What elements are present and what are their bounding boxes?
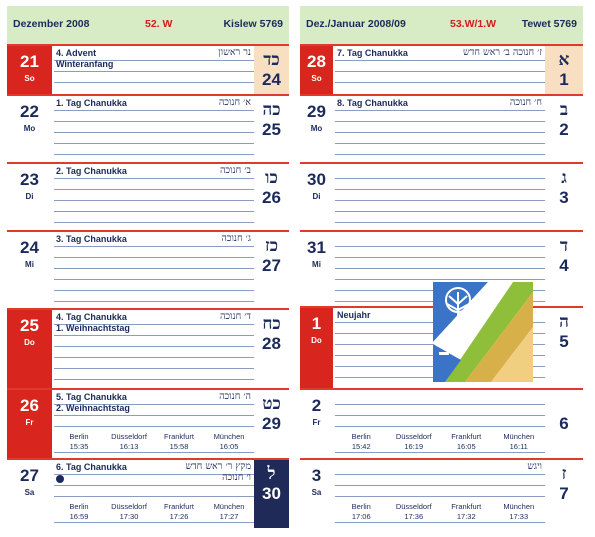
city-label: Düsseldorf <box>395 502 432 511</box>
hebrew-event-label: מקץ ר׳ ראש חדש <box>185 461 251 472</box>
city-label: München <box>213 432 245 441</box>
hebrew-letter: כט <box>262 394 281 414</box>
day-row <box>300 388 583 458</box>
hebrew-date-column <box>545 162 583 230</box>
hebrew-event-label: ב׳ חנוכה <box>219 165 251 176</box>
hebrew-letter: כד <box>263 50 280 70</box>
city-label: Frankfurt <box>163 502 194 511</box>
time-value: 15:58 <box>169 442 189 451</box>
writing-line <box>335 82 545 83</box>
weekday-label: Sa <box>311 488 322 497</box>
day-separator <box>7 162 289 164</box>
writing-line <box>335 60 545 61</box>
writing-line <box>335 496 545 497</box>
writing-line <box>335 279 545 280</box>
date-number: 25 <box>20 316 39 335</box>
date-column <box>7 162 52 230</box>
day-separator <box>300 94 583 96</box>
date-column <box>300 44 333 94</box>
day-row <box>7 388 289 458</box>
time-value: 16:11 <box>509 442 528 451</box>
weekday-label: So <box>24 74 35 83</box>
writing-line <box>335 222 545 223</box>
writing-line <box>335 154 545 155</box>
writing-line <box>335 485 545 486</box>
writing-line <box>54 246 254 247</box>
month-title: Dez./Januar 2008/09 <box>306 18 406 30</box>
writing-line <box>335 246 545 247</box>
weekday-label: Fr <box>312 418 321 427</box>
event-label: 6. Tag Chanukka <box>56 462 127 472</box>
date-column <box>300 458 333 528</box>
hebrew-date-column <box>254 388 289 458</box>
event-label: 7. Tag Chanukka <box>337 48 408 58</box>
week-number: 52. W <box>145 18 173 30</box>
day-row <box>7 308 289 388</box>
day-row <box>300 162 583 230</box>
city-label: Frankfurt <box>451 502 482 511</box>
writing-line <box>54 357 254 358</box>
hebrew-date-column <box>545 306 583 388</box>
weekday-label: Mi <box>25 260 34 269</box>
hebrew-letter: כה <box>262 100 281 120</box>
time-value: 17:36 <box>404 512 424 521</box>
hebrew-date-number: 6 <box>559 414 569 433</box>
time-value: 17:26 <box>169 512 189 521</box>
writing-line <box>335 268 545 269</box>
day-row <box>7 230 289 308</box>
hebrew-date-column <box>545 388 583 458</box>
writing-line <box>335 132 545 133</box>
city-label: Düsseldorf <box>395 432 432 441</box>
date-column <box>300 306 333 388</box>
month-title: Dezember 2008 <box>13 18 90 30</box>
city-label: Berlin <box>351 502 371 511</box>
time-value: 17:30 <box>119 512 139 521</box>
date-number: 23 <box>20 170 39 189</box>
day-separator <box>7 458 289 460</box>
day-separator <box>300 458 583 460</box>
writing-line <box>335 121 545 122</box>
writing-line <box>54 426 254 427</box>
event-label: 8. Tag Chanukka <box>337 98 408 108</box>
writing-line <box>54 71 254 72</box>
writing-line <box>335 143 545 144</box>
date-column <box>300 388 333 458</box>
writing-line <box>54 189 254 190</box>
hebrew-letter: ל <box>267 464 276 484</box>
weekday-label: Fr <box>25 418 34 427</box>
writing-line <box>335 110 545 111</box>
city-label: Frankfurt <box>451 432 482 441</box>
date-column <box>7 230 52 308</box>
shabbat-dot-icon <box>56 475 64 483</box>
date-number: 28 <box>307 52 326 71</box>
writing-line <box>335 426 545 427</box>
date-column <box>7 308 52 388</box>
candle-times <box>54 498 254 524</box>
writing-line <box>54 200 254 201</box>
day-separator <box>300 162 583 164</box>
hebrew-date-number: 28 <box>262 334 281 353</box>
date-number: 3 <box>311 466 322 485</box>
city-label: München <box>503 432 535 441</box>
hebrew-date-column <box>254 458 289 528</box>
weekday-label: Di <box>312 192 321 201</box>
day-row <box>300 44 583 94</box>
city-label: Düsseldorf <box>111 502 147 511</box>
weekday-label: Sa <box>24 488 35 497</box>
date-column <box>300 94 333 162</box>
weekday-label: Di <box>25 192 34 201</box>
date-number: 1 <box>311 314 322 333</box>
writing-line <box>335 415 545 416</box>
city-label: München <box>503 502 535 511</box>
hebrew-date-number: 7 <box>559 484 569 503</box>
hebrew-date-number: 3 <box>559 188 569 207</box>
hebrew-event-label: ז׳ חנוכה ב׳ ראש חדש <box>463 47 542 58</box>
event-label: 1. Weihnachtstag <box>56 323 130 333</box>
hebrew-date-number: 26 <box>262 188 281 207</box>
day-separator <box>7 388 289 390</box>
writing-line <box>54 178 254 179</box>
writing-line <box>54 154 254 155</box>
tree-logo-icon <box>433 282 533 382</box>
hebrew-date-column <box>545 458 583 528</box>
event-label: 4. Tag Chanukka <box>56 312 127 322</box>
date-number: 2 <box>311 396 322 415</box>
writing-line <box>54 279 254 280</box>
hebrew-letter: ז <box>561 464 567 484</box>
time-value: 16:05 <box>219 442 239 451</box>
hebrew-date-column <box>254 230 289 308</box>
writing-line <box>54 110 254 111</box>
hebrew-letter: כח <box>262 314 281 334</box>
writing-line <box>335 178 545 179</box>
right-page <box>300 6 583 528</box>
date-number: 22 <box>20 102 39 121</box>
event-label: Neujahr <box>337 310 371 320</box>
date-number: 24 <box>20 238 39 257</box>
writing-line <box>54 368 254 369</box>
date-number: 29 <box>307 102 326 121</box>
writing-line <box>54 211 254 212</box>
writing-line <box>54 222 254 223</box>
writing-line <box>54 132 254 133</box>
time-value: 15:35 <box>69 442 89 451</box>
hebrew-date-number: 5 <box>559 332 569 351</box>
hebrew-date-number: 1 <box>559 70 569 89</box>
event-label: 3. Tag Chanukka <box>56 234 127 244</box>
hebrew-letter: כו <box>265 168 278 188</box>
left-page-header <box>7 6 289 45</box>
hebrew-date-number: 25 <box>262 120 281 139</box>
time-value: 16:13 <box>119 442 139 451</box>
writing-line <box>54 379 254 380</box>
writing-line <box>54 268 254 269</box>
day-separator <box>7 230 289 232</box>
hebrew-date-column <box>254 94 289 162</box>
writing-line <box>335 474 545 475</box>
date-column <box>7 94 52 162</box>
city-label: Berlin <box>351 432 371 441</box>
event-label: 2. Weihnachtstag <box>56 403 130 413</box>
hebrew-month-title: Tewet 5769 <box>521 18 577 30</box>
writing-line <box>335 200 545 201</box>
city-label: Berlin <box>69 432 89 441</box>
writing-line <box>335 71 545 72</box>
hebrew-date-column <box>254 308 289 388</box>
day-separator <box>300 230 583 232</box>
writing-line <box>54 143 254 144</box>
hebrew-event-label: ד׳ חנוכה <box>219 311 251 322</box>
hebrew-event-label: נר ראשון <box>218 47 251 58</box>
hebrew-date-number: 2 <box>559 120 569 139</box>
hebrew-event-label: ה׳ חנוכה <box>219 391 251 402</box>
hebrew-letter: א <box>558 50 570 70</box>
writing-line <box>54 82 254 83</box>
candle-times <box>335 498 545 524</box>
writing-line <box>54 485 254 486</box>
hebrew-letter: ד <box>559 236 569 256</box>
hebrew-event-label: ו׳ חנוכה <box>222 472 251 483</box>
time-value: 17:27 <box>219 512 239 521</box>
day-row <box>7 162 289 230</box>
day-row <box>7 44 289 94</box>
hebrew-letter: כז <box>264 236 279 256</box>
event-label: 4. Advent <box>56 48 97 58</box>
event-label: 1. Tag Chanukka <box>56 98 127 108</box>
date-number: 26 <box>20 396 39 415</box>
date-number: 27 <box>20 466 39 485</box>
weekday-label: Mo <box>310 124 323 133</box>
hebrew-date-number: 30 <box>262 484 281 503</box>
hebrew-event-label: ח׳ חנוכה <box>509 97 542 108</box>
writing-line <box>54 290 254 291</box>
date-column <box>7 458 52 528</box>
writing-line <box>54 121 254 122</box>
time-value: 16:59 <box>69 512 89 521</box>
city-label: Berlin <box>69 502 89 511</box>
writing-line <box>54 301 254 302</box>
left-page <box>7 6 289 528</box>
time-value: 16:05 <box>456 442 476 451</box>
candle-times <box>54 428 254 454</box>
writing-line <box>335 211 545 212</box>
hebrew-date-number: 24 <box>262 70 281 89</box>
time-value: 17:33 <box>509 512 529 521</box>
city-label: München <box>213 502 245 511</box>
event-label: Winteranfang <box>56 59 114 69</box>
hebrew-date-number: 4 <box>559 256 569 275</box>
weekday-label: Do <box>311 336 322 345</box>
writing-line <box>335 257 545 258</box>
hebrew-event-label: ג׳ חנוכה <box>221 233 251 244</box>
time-value: 15:42 <box>351 442 371 451</box>
candle-times <box>335 428 545 454</box>
date-column <box>7 44 52 94</box>
date-column <box>300 162 333 230</box>
city-label: Frankfurt <box>163 432 194 441</box>
day-row <box>7 458 289 528</box>
writing-line <box>54 257 254 258</box>
writing-line <box>54 496 254 497</box>
right-page-header <box>300 6 583 45</box>
time-value: 16:19 <box>404 442 424 451</box>
weekday-label: Mo <box>23 124 36 133</box>
day-row <box>300 458 583 528</box>
hebrew-date-column <box>545 230 583 306</box>
day-separator <box>7 44 289 46</box>
hebrew-date-column <box>254 162 289 230</box>
event-label: 5. Tag Chanukka <box>56 392 127 402</box>
date-number: 21 <box>20 52 39 71</box>
hebrew-date-column <box>254 44 289 94</box>
writing-line <box>54 415 254 416</box>
writing-line <box>335 189 545 190</box>
day-separator <box>7 308 289 310</box>
hebrew-date-column <box>545 94 583 162</box>
hebrew-letter: ב <box>559 100 569 120</box>
city-label: Düsseldorf <box>111 432 147 441</box>
hebrew-letter: ה <box>559 312 569 332</box>
writing-line <box>335 404 545 405</box>
day-separator <box>300 44 583 46</box>
hebrew-date-number: 27 <box>262 256 281 275</box>
week-number: 53.W/1.W <box>450 18 497 30</box>
day-row <box>300 94 583 162</box>
hebrew-letter: ג <box>561 168 567 188</box>
hebrew-date-column <box>545 44 583 94</box>
writing-line <box>54 346 254 347</box>
date-number: 30 <box>307 170 326 189</box>
time-value: 17:06 <box>351 512 371 521</box>
hebrew-event-label: א׳ חנוכה <box>218 97 251 108</box>
time-value: 17:32 <box>456 512 476 521</box>
weekday-label: So <box>311 74 322 83</box>
date-column <box>7 388 52 458</box>
weekday-label: Mi <box>312 260 321 269</box>
writing-line <box>54 335 254 336</box>
hebrew-event-label: ויגש <box>527 461 542 472</box>
day-separator <box>7 94 289 96</box>
day-separator <box>300 388 583 390</box>
day-row <box>7 94 289 162</box>
date-number: 31 <box>307 238 326 257</box>
event-label: 2. Tag Chanukka <box>56 166 127 176</box>
hebrew-date-number: 29 <box>262 414 281 433</box>
weekday-label: Do <box>24 338 35 347</box>
date-column <box>300 230 333 306</box>
hebrew-month-title: Kislew 5769 <box>223 18 283 30</box>
